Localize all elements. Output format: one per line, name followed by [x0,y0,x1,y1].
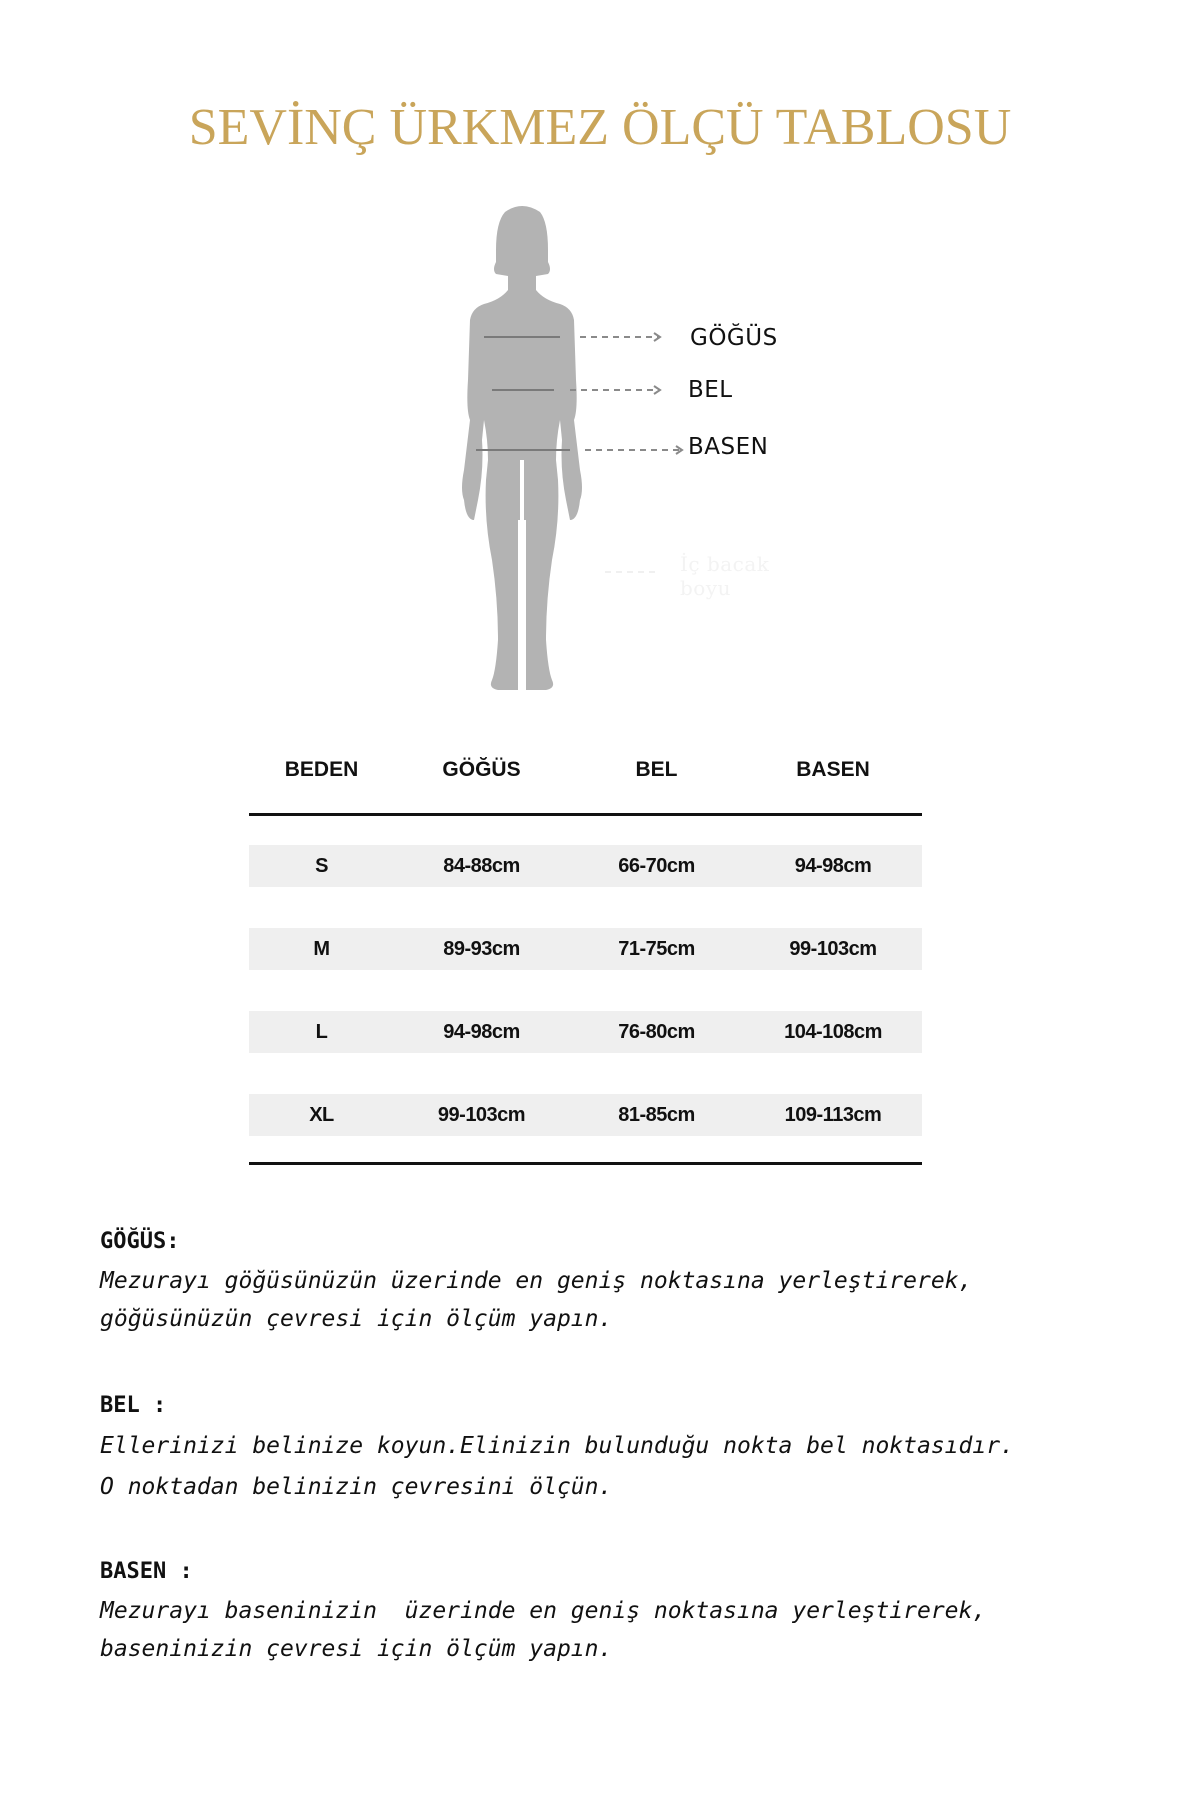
page-title: SEVİNÇ ÜRKMEZ ÖLÇÜ TABLOSU [188,99,1012,156]
note-body [100,1426,1160,1508]
cell-chest: 84-88cm [443,854,520,877]
inseam-label-line2: boyu [680,576,732,600]
table-bottom-rule [249,1162,922,1165]
cell-waist: 81-85cm [618,1103,695,1126]
body-measurement-figure [0,0,1200,720]
cell-size: S [315,854,328,877]
header-hip: BASEN [796,758,870,781]
cell-hip: 99-103cm [789,937,877,960]
table-row [249,1011,922,1053]
cell-size: XL [309,1103,334,1126]
cell-size: M [313,937,330,960]
note-heading: BEL : [100,1393,167,1418]
cell-waist: 76-80cm [618,1020,695,1043]
note-waist [100,1392,1160,1508]
table-top-rule [249,813,922,816]
cell-hip: 109-113cm [784,1103,882,1126]
cell-size: L [315,1020,328,1043]
note-chest [100,1228,1160,1338]
note-line: Mezurayı baseninizin üzerinde en geniş noktasına yerleştirerek, [100,1598,987,1624]
note-line: göğüsünüzün çevresi için ölçüm yapın. [100,1306,613,1332]
cell-hip: 94-98cm [794,854,872,877]
note-line: Mezurayı göğüsünüzün üzerinde en geniş noktasına yerleştirerek, [100,1268,973,1294]
hip-label: BASEN [688,434,769,460]
header-size: BEDEN [284,758,359,781]
table-row [249,1094,922,1136]
cell-hip: 104-108cm [784,1020,882,1043]
note-heading: BASEN : [100,1559,193,1584]
inseam-label [680,552,769,600]
cell-waist: 71-75cm [618,937,695,960]
female-body-silhouette-icon [0,0,1200,720]
waist-label: BEL [688,377,733,403]
note-line: Ellerinizi belinize koyun.Elinizin bulunduğu nokta bel noktasıdır. [100,1433,1014,1459]
note-line: baseninizin çevresi için ölçüm yapın. [100,1636,613,1662]
note-line: O noktadan belinizin çevresini ölçün. [100,1474,613,1500]
chest-label: GÖĞÜS [690,325,778,351]
note-body [100,1592,1160,1668]
inseam-label-line1: İç bacak [680,552,770,576]
header-chest: GÖĞÜS [442,758,521,781]
note-body [100,1262,1160,1338]
cell-waist: 66-70cm [618,854,695,877]
note-hip [100,1558,1160,1668]
cell-chest: 94-98cm [443,1020,520,1043]
cell-chest: 99-103cm [437,1103,526,1126]
table-row [249,845,922,887]
size-table-header [249,740,922,800]
note-heading: GÖĞÜS: [100,1229,180,1254]
header-waist: BEL [635,758,678,781]
table-row [249,928,922,970]
size-table [249,740,922,1126]
cell-chest: 89-93cm [443,937,520,960]
